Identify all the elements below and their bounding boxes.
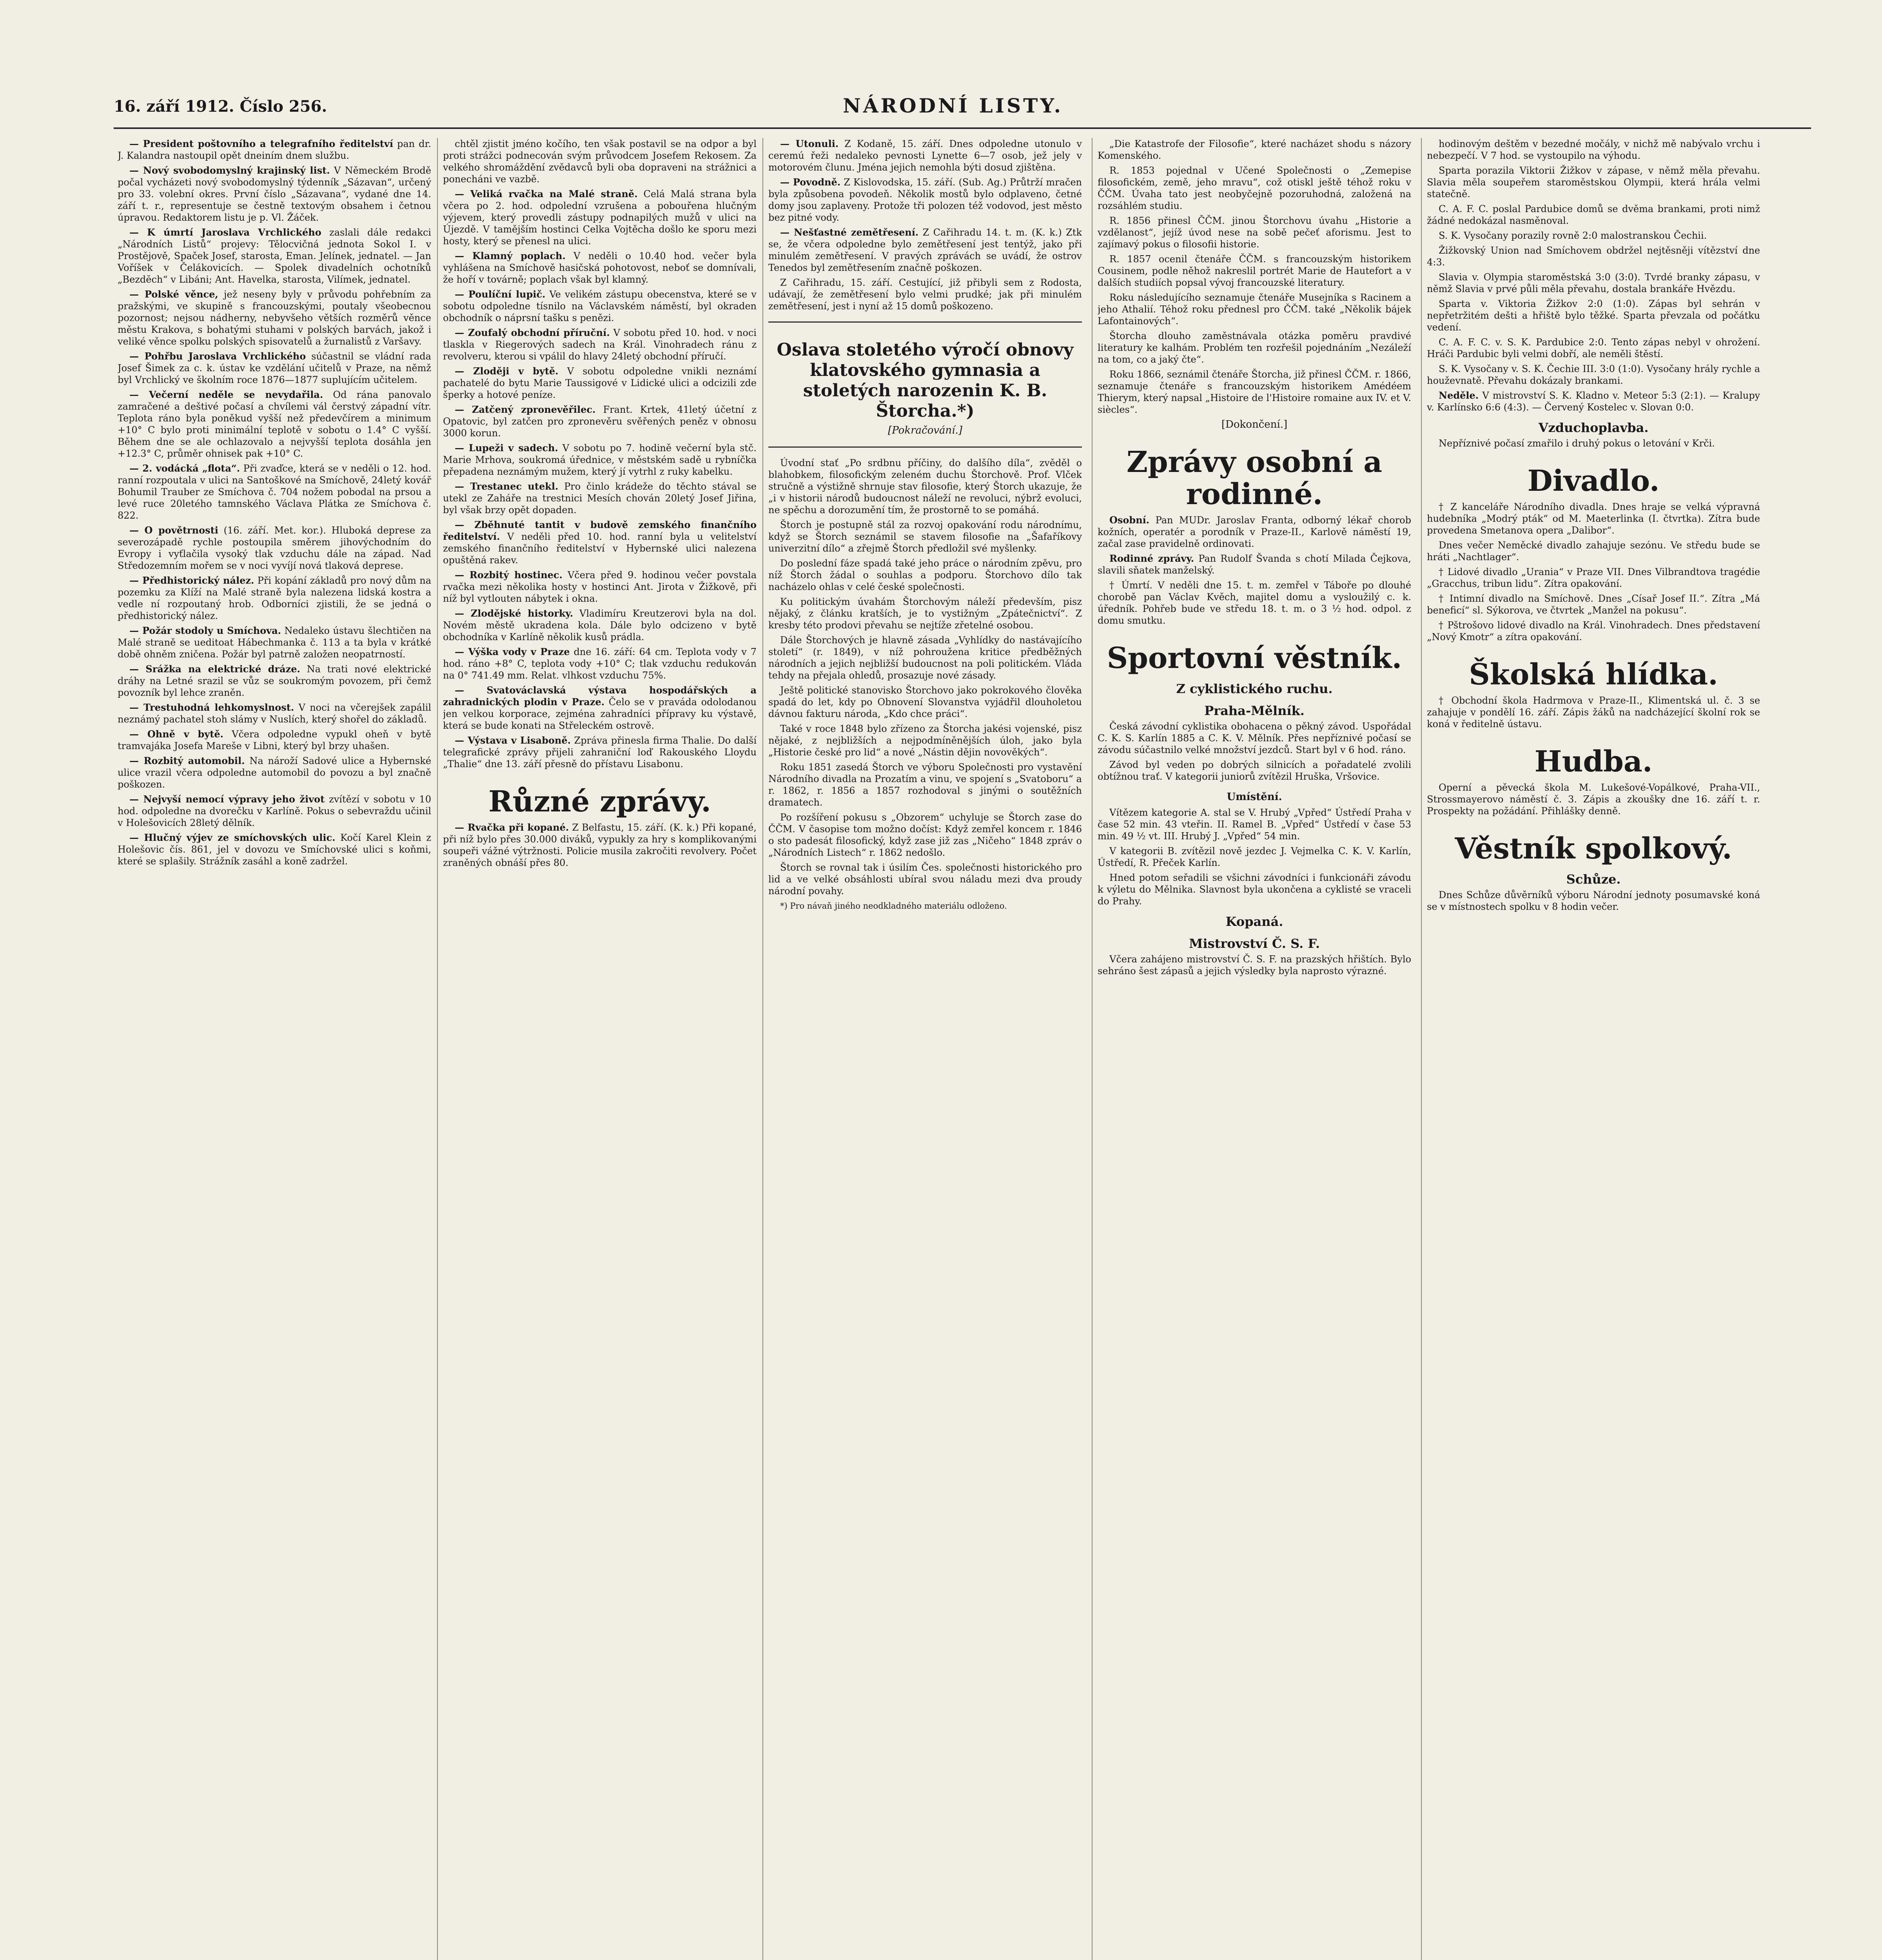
article-title: — Ohně v bytě. xyxy=(129,728,223,740)
article xyxy=(118,575,431,622)
article-text: Kočí Karel Klein z Holešovic čís. 861, jel v dovozu ve Smíchovské ulici s koňmi, které se splašily. Strážník zasáhl a koně zadržel. xyxy=(118,832,431,867)
article-text: V kategorii B. zvítězil nově jezdec J. Vejmelka C. K. V. Karlín, Ústředí, R. Přeček Karlín. xyxy=(1098,846,1411,868)
feature-subtitle: [Pokračování.] xyxy=(888,425,962,436)
article-text: Nepříznivé počasí zmařilo i druhý pokus o letování v Krči. xyxy=(1439,438,1715,449)
subsection-heading: Z cyklistického ruchu. xyxy=(1176,681,1333,696)
article-text: Z Kodaně, 15. září. Dnes odpoledne utonulo v ceremú řeži nedaleko pevnosti Lynette 6—7 osob, jež jely v motorovém člunu. Jména jejich nemohla býti dosud zjištěna. xyxy=(768,138,1082,173)
article-text: Celá Malá strana byla včera po 2. hod. odpolední vzrušena a pobouřena hlučným výjevem, který provedli zástupy podnapilých mužů v ulici na Újezdě. V tamějším hostinci Celka Vojtěcha došlo ke sporu mezi hosty, který se přenesl na ulici. xyxy=(443,189,757,247)
header-rule xyxy=(114,127,1811,129)
article xyxy=(443,365,757,401)
article-text: S. K. Vysočany v. S. K. Čechie III. 3:0 (1:0). Vysočany hrály rychle a houževnatě. Převahu dokázaly brankami. xyxy=(1427,363,1760,386)
column-divider xyxy=(762,138,763,1960)
article xyxy=(768,227,1082,274)
feature-title: Oslava stoletého výročí obnovy klatovského gymnasia a stoletých narozenin K. B. Štorcha.*) xyxy=(777,340,1074,421)
article xyxy=(768,176,1082,223)
article-text: V sobotu odpoledne vnikli neznámí pachatelé do bytu Marie Taussigové v Lidické ulici a odcizili zde šperky a hotové peníze. xyxy=(443,366,757,400)
article-text: Z Cařihradu, 15. září. Cestující, již přibyli sem z Rodosta, udávají, že zemětřesení bylo velmi prudké; jak při minulém zemětřesení, jest i nyní až 15 domů poškozeno. xyxy=(768,277,1082,312)
section-heading: Hudba. xyxy=(1534,745,1653,779)
article-title: — Zběhnuté tantit v budově zemského finančního ředitelství. xyxy=(443,519,757,542)
article-text: Čelo se v praváda odolodanou jen velkou korporace, zejména zahradníci přípravy ku výstavě, která se bude konati na Střeleckém ostrově. xyxy=(443,697,757,731)
section-heading: Školská hlídka. xyxy=(1469,658,1718,691)
article-text: C. A. F. C. poslal Pardubice domů se dvěma brankami, proti nimž žádné nedokázal nasměnoval. xyxy=(1427,203,1760,226)
article xyxy=(1427,390,1760,413)
column-divider xyxy=(1421,138,1422,1960)
article-title: — Zatčený zpronevěřilec. xyxy=(455,404,596,415)
article-text: V mistrovství S. K. Kladno v. Meteor 5:3 (2:1). — Kralupy v. Karlínsko 6:6 (4:3). — Červený Kostelec v. Slovan 0:0. xyxy=(1427,390,1760,413)
article-text: dne 16. září: 64 cm. Teplota vody v 7 hod. ráno +8° C, teplota vody +10° C; tlak vzduchu redukován na 0° 741.49 mm. Relat. vlhkost vzduchu 75%. xyxy=(443,646,757,681)
article xyxy=(443,404,757,439)
article-text: † Úmrtí. V neděli dne 15. t. m. zemřel v Táboře po dlouhé chorobě pan Václav Kvěch, majitel domu a vysloužilý c. k. úředník. Pohřeb bude ve středu 18. t. m. o 3 ½ hod. odpol. z domu smutku. xyxy=(1098,580,1411,626)
article-text: † Pštrošovo lidové divadlo na Král. Vinohradech. Dnes představení „Nový Kmotr“ a zítra opakování. xyxy=(1427,620,1760,642)
article-text: Vladimíru Kreutzerovi byla na dol. Novém městě ukradena kola. Dále bylo odcizeno v bytě obchodníka v Karlíně několik kusů prádla. xyxy=(443,608,757,642)
article-text: Hned potom seřadili se všichni závodníci i funkcionáři závodu k výletu do Mělnika. Slavnost byla ukončena a cyklisté se vraceli do Prahy. xyxy=(1098,872,1411,907)
article-text: Z Kislovodska, 15. září. (Sub. Ag.) Průtrží mračen byla způsobena povodeň. Několik mostů bylo odplaveno, četné domy jsou zaplaveny. Protože tři polozen též vodovod, jest město bez pitné vody. xyxy=(768,177,1082,223)
article-title: — Pohřbu Jaroslava Vrchlického xyxy=(129,350,306,362)
article-text: Štorcha dlouho zaměstnávala otázka poměru pravdivé literatury ke kalhám. Problém ten rozřešil pojednáním „Nezáleží na tom, co a jaký čte“. xyxy=(1098,330,1411,365)
article-title: — Nejvyší nemocí výpravy jeho život xyxy=(129,793,325,805)
article xyxy=(443,250,757,285)
article xyxy=(118,524,431,572)
article-text: Frant. Krtek, 41letý účetní z Opatovic, byl zatčen pro zpronevěru svěřených peněz v obnosu 3000 korun. xyxy=(443,404,757,439)
section-heading: Sportovní věstník. xyxy=(1107,641,1402,675)
article xyxy=(443,684,757,731)
subsection-heading: Schůze. xyxy=(1566,872,1621,887)
footnote: *) Pro návaň jiného neodkladného materiálu odloženo. xyxy=(780,901,1007,911)
article xyxy=(443,569,757,604)
article-text: Při kopání základů pro nový dům na pozemku za Klíží na Malé straně byla nalezena lidská kostra a vedle ní rozpoutaný hrob. Odborníci zjistili, že se jedná o předhistorický nález. xyxy=(118,575,431,621)
article-title: — Nový svobodomyslný krajinský list. xyxy=(129,165,330,176)
article-text: Dále Štorchových je hlavně zásada „Vyhlídky do nastávajícího století“ (r. 1849), v níž pohroužena kritice předběžných národních a jejich nejbližší budoucnost na poli politickém. Vláda tehdy na přejala ohledů, prosazuje nové zásady. xyxy=(768,635,1082,681)
article-text: Sparta porazila Viktorii Žižkov v zápase, v němž měla převahu. Slavia měla soupeřem staroměstskou Olympii, která hrála velmi statečně. xyxy=(1427,165,1760,200)
article-title: Osobní. xyxy=(1109,514,1150,526)
article-text: V neděli o 10.40 hod. večer byla vyhlášena na Smíchově hasičská pohotovost, neboť se domnívali, že hoří v továrně; poplach však byl klamný. xyxy=(443,250,757,285)
column-4 xyxy=(1098,138,1411,1960)
article-text: (16. září. Met. kor.). Hluboká deprese za severozápadě rychle postoupila směrem jihovýchodním do Evropy i vyťlačila vysoký tlak vzduchu dále na západ. Nad Středozemním mořem se v noci vyvíjí nová tlaková deprese. xyxy=(118,525,431,571)
article-title: — Trestanec utekl. xyxy=(455,481,559,492)
article-text: V neděli před 10. hod. ranní byla u velitelství zemského finančního ředitelství v Hybernské ulici nalezena opuštěná rakev. xyxy=(443,531,757,566)
issue-date: 16. září 1912. Číslo 256. xyxy=(114,97,327,116)
article xyxy=(443,735,757,770)
column-5 xyxy=(1427,138,1760,1960)
article-text: Při zvaďce, která se v neděli o 12. hod. ranní rozpoutala v ulici na Santoškové na Smíchově, 24letý kovář Bohumil Trauber ze Smíchova č. 704 nožem pobodal na prsou a levé ruce 20letého tamnského Václava Plátka ze Smíchova č. 822. xyxy=(118,463,431,521)
article-text: Úvodní stať „Po srdbnu příčiny, do dalšího díla“, zvěděl o blahobkem, filosofickým zeleném duchu Štorchově. Prof. Vlček stručně a výstižně shrnuje stav filosofie, který Štorch ukazuje, že „i v historii národů budoucnost náleží ne revoluci, nýbrž evoluci, ne spěchu a dorozumění tím, že prostorně to se pomáhá. xyxy=(768,457,1082,515)
article-text: Z Cařihradu 14. t. m. (K. k.) Ztk se, že včera odpoledne bylo zemětřesení jest tentýž, jako při minulém zemětřesení. V pravých zprávách se uvádí, že ostrov Tenedos byl zemětřesením značně poškozen. xyxy=(768,227,1082,273)
article xyxy=(118,227,431,285)
article-text: Také v roce 1848 bylo zřízeno za Štorcha jakési vojenské, pisz nějaké, z nejbližších a nejpodmíněnějších úloh, jako byla „Historie české pro lid“ a nové „Nástin dějin novověkých“. xyxy=(768,723,1082,758)
article xyxy=(118,728,431,752)
article-title: — Zoufalý obchodní příruční. xyxy=(455,327,610,338)
masthead: NÁRODNÍ LISTY. xyxy=(843,94,1063,117)
article-title: — K úmrtí Jaroslava Vrchlického xyxy=(129,227,321,238)
article-text: Dnes večer Neměcké divadlo zahajuje sezónu. Ve středu bude se hráti „Nachtlager“. xyxy=(1427,540,1760,563)
article-text: „Die Katastrofe der Filosofie“, které nacházet shodu s názory Komenského. xyxy=(1098,138,1411,161)
article-title: — Zloději v bytě. xyxy=(455,365,559,377)
article xyxy=(443,608,757,643)
article-text: Dnes Schůze důvěrníků výboru Národní jednoty posumavské koná se v místnostech spolku v 8 hodin večer. xyxy=(1427,889,1760,912)
article-text: Štorch je postupně stál za rozvoj opakování rodu národnímu, když se Štorch seznámil se stavem filosofie na „Šafaříkovy univerzitní dílo“ a zřejmě Štorch předložil své myšlenky. xyxy=(768,519,1082,554)
article-title: — Hlučný výjev ze smíchovských ulic. xyxy=(129,832,336,843)
article xyxy=(443,519,757,566)
article-text: † Obchodní škola Hadrmova v Praze-II., Klimentská ul. č. 3 se zahajuje v pondělí 16. září. Zápis žáků na nadcházející školní rok se koná v ředitelně ústavu. xyxy=(1427,695,1760,730)
article xyxy=(443,442,757,477)
article xyxy=(443,289,757,324)
article-text: pan dr. J. Kalandra nastoupil opět dneiním dnem službu. xyxy=(118,138,431,161)
article-text: Do poslední fáze spadá také jeho práce o národním zpěvu, pro níž Štorch žádal o souhlas a podporu. Štorchovo dílo tak nacházelo ohlas v celé české společnosti. xyxy=(768,558,1082,592)
article-text: zvítězí v sobotu v 10 hod. odpoledne na dvorečku v Karlíně. Pokus o sebevraždu učinil v Holešovicích 28letý dělník. xyxy=(118,794,431,828)
article-text: R. 1856 přinesl ČČM. jinou Štorchovu úvahu „Historie a vzdělanost“, jejíž úvod nese na sobě pečeť aforismu. Jest to zajímavý pokus o filosofii historie. xyxy=(1098,215,1411,250)
article-text: Pan Rudolf Švanda s chotí Milada Čejkova, slavili sňatek manželský. xyxy=(1098,553,1411,576)
article-text: Pro činlo krádeže do těchto stával se utekl ze Zaháře na trestnici Mesích chován 20letý Josef Jiřina, byl však brzy opět dopaden. xyxy=(443,481,757,515)
article-text: zaslali dále redakci „Národních Listů“ projevy: Tělocvičná jednota Sokol I. v Prostějově, Spaček Josef, starosta, Eman. Jelínek, jednatel. — Jan Voříšek v Čelákovicích. — Spolek divadelních ochotníků „Bezdĕch“ v Libáni; Ant. Havelka, starosta, Vilímek, jednatel. xyxy=(118,227,431,285)
article-title: — Rvačka při kopané. xyxy=(455,822,569,833)
subsection-heading: Umístění. xyxy=(1227,791,1282,803)
article-title: — Výstava v Lisaboně. xyxy=(455,735,571,746)
article-text: Roku 1851 zasedá Štorch ve výboru Společnosti pro vystavění Národního divadla na Prozatím a vinu, ve spojení s „Svatoboru“ a r. 1862, r. 1856 a 1857 rozhodoval s jinými o soutěžních dramatech. xyxy=(768,762,1082,808)
article xyxy=(443,188,757,247)
article-text: Operní a pěvecká škola M. Lukešové-Vopálkové, Praha-VII., Strossmayerovo náměstí č. 3. Zápis a zkoušky dne 16. září t. r. Prospekty na požádání. Přihlášky denně. xyxy=(1427,782,1760,817)
article-text: V sobotu před 10. hod. v noci tlaskla v Riegerových sadech na Král. Vinohradech ránu z revolveru, kterou si vpálil do hlavy 24letý obchodní příručí. xyxy=(443,327,757,362)
column-divider xyxy=(1092,138,1093,1960)
article-text: † Intimní divadlo na Smíchově. Dnes „Císař Josef II.“. Zítra „Má beneficí“ sl. Sýkorova, ve čtvrtek „Manžel na pokusu“. xyxy=(1427,593,1760,616)
article-text: V Německém Brodě počal vycházeti nový svobodomyslný týdenník „Sázavan“, určený pro 33. volební okres. První číslo „Sázavana“, vydané dne 14. září t. r., representuje se čestně textovým obsahem i četnou úpravou. Redaktorem listu je p. Vl. Žáček. xyxy=(118,165,431,223)
article-text: Žižkovský Union nad Smíchovem obdržel nejtěsněji vítězství dne 4:3. xyxy=(1427,245,1760,268)
article-title: Neděle. xyxy=(1439,390,1479,401)
article xyxy=(1098,553,1411,576)
article-text: Roku následujícího seznamuje čtenáře Musejníka s Racinem a jeho Athalií. Téhož roku přednesl pro ČČM. také „Několik bájek Lafontainových“. xyxy=(1098,292,1411,327)
article xyxy=(118,755,431,790)
article xyxy=(118,165,431,223)
article-title: — Polské věnce, xyxy=(129,289,218,300)
article xyxy=(768,138,1082,173)
article xyxy=(118,289,431,347)
subsection-heading: Kopaná. xyxy=(1225,914,1283,929)
article-text: Sparta v. Viktoria Žižkov 2:0 (1:0). Zápas byl sehrán v nepřetržitém dešti a hřiště bylo těžké. Sparta převzala od počátku vedení. xyxy=(1427,298,1760,333)
article-title: — Povodně. xyxy=(780,176,841,188)
article xyxy=(118,389,431,459)
article-text: jež neseny byly v průvodu pohřebním za pražskými, ve skupině s francouzskými, poutaly všeobecnou pozornost; nejsou nádherny, nebyvšeho větších rozměrů věnce městu Krakova, s bohatými stuhami v polských barvách, jakož i veliké věnce spolku polských spisovatelů a žurnalistů z Varšavy. xyxy=(118,289,431,347)
article xyxy=(118,463,431,521)
article-title: — Požár stodoly u Smíchova. xyxy=(129,625,281,636)
article-title: — Utonuli. xyxy=(780,138,839,149)
article-text: Nedaleko ústavu šlechtičen na Malé straně se ueditoat Hábechmanka č. 113 a ta byla v krátké době ohněm zničena. Požár byl patrně založen neopatrností. xyxy=(118,625,431,660)
article xyxy=(118,625,431,660)
article-text: Vítězem kategorie A. stal se V. Hrubý „Vpřed“ Ústředí Praha v čase 52 min. 43 vteřin. II. Ramel B. „Vpřed“ Ústředí v čase 53 min. 49 ½ vt. III. Hrubý J. „Vpřed“ 54 min. xyxy=(1098,807,1411,842)
column-1 xyxy=(118,138,431,1960)
article-text: Závod byl veden po dobrých silnicích a pořadatelé zvolili obtížnou trať. V kategorii juniorů zvítězil Hruška, Vršovice. xyxy=(1098,759,1411,782)
article xyxy=(443,822,757,869)
article-text: Po rozšíření pokusu s „Obzorem“ uchyluje se Štorch zase do ČČM. V časopise tom možno dočíst: Když zemřel koncem r. 1846 o sto padesát filosofický, když zase již zas „Ničeho“ 1848 zpráv o „Národních Listech“ r. 1862 nedošlo. xyxy=(768,812,1082,858)
article-text: V sobotu po 7. hodině večerní byla stč. Marie Mrhova, soukromá úřednice, v městském sadě u rybníčka přepadena neznámým mužem, který jí vytrhl z ruky kabelku. xyxy=(443,443,757,477)
article-text: Zpráva přinesla firma Thalie. Do další telegrafické zprávy přijeli zahraniční loď Rakouského Lloydu „Thalie“ dne 13. září přesně do přístavu Lisabonu. xyxy=(443,735,757,769)
article-text: Včera zahájeno mistrovství Č. S. F. na prazských hřištích. Bylo sehráno šest zápasů a jejich výsledky byla naprosto výrazné. xyxy=(1098,954,1411,976)
article-title: — Rozbitý automobil. xyxy=(129,755,245,766)
article-text: Roku 1866, seznámil čtenáře Štorcha, již přinesl ČČM. r. 1866, seznamuje čtenáře s francouzským historikem Amédéem Thierym, který napsal „Histoire de l'Histoire romaine aux IV. et V. siècles“. xyxy=(1098,369,1411,415)
article-title: — Nešťastné zemětřesení. xyxy=(780,227,919,238)
article-text: Od rána panovalo zamračené a deštivé počasí a chvílemi vál čerstvý západní vítr. Teplota ráno byla poněkud vyšší než předevčírem a minimum +10° C bylo proti minimální teplotě v sobotu o 1.4° C vyšší. Během dne se ale ochlazovalo a nejvyšší teplota dosáhla jen +12.3° C, průměr ohnisek pak +10° C. xyxy=(118,389,431,459)
article-title: — Poulíční lupič. xyxy=(455,289,546,300)
column-3 xyxy=(768,138,1082,1960)
column-2 xyxy=(443,138,757,1960)
article-title: — Trestuhodná lehkomyslnost. xyxy=(129,702,294,713)
column-divider xyxy=(437,138,438,1960)
article xyxy=(443,327,757,362)
article-text: Ku politickým úvahám Štorchovým náleží především, pisz nějaký, z článku kratších, je to vystižným „Zpátečnictví“. Z kresby této prodovi převahu se nejtíže zřetelné osobou. xyxy=(768,596,1082,631)
article xyxy=(443,646,757,681)
article xyxy=(118,832,431,867)
article-text: S. K. Vysočany porazily rovně 2:0 malostranskou Čechii. xyxy=(1439,230,1707,241)
article-text: C. A. F. C. v. S. K. Pardubice 2:0. Tento zápas nebyl v ohrožení. Hráči Pardubic byli velmi dobří, ale neměli štěstí. xyxy=(1427,337,1760,359)
article-text: hodinovým deštěm v bezedné močály, v nichž mě nabývalo vrchu i nebezpečí. V 7 hod. se vystoupilo na výhodu. xyxy=(1427,138,1760,161)
article-title: — Lupeži v sadech. xyxy=(455,442,558,454)
article-title: — President poštovního a telegrafního ředitelství xyxy=(129,138,393,149)
article xyxy=(118,793,431,829)
section-heading: Divadlo. xyxy=(1527,464,1660,498)
feature-article-box xyxy=(768,321,1082,448)
article-title: — Svatováclavská výstava hospodářských a zahradnických plodin v Praze. xyxy=(443,684,757,708)
article-title: — 2. vodácká „flota“. xyxy=(129,463,240,474)
article-title: — Rozbitý hostinec. xyxy=(455,569,563,581)
article-text: Včera odpoledne vypukl oheň v bytě tramvajáka Josefa Mareše v Libni, který byl brzy uhašen. xyxy=(118,729,431,751)
article-text: chtěl zjistit jméno kočího, ten však postavil se na odpor a byl proti strážci podnecován svým průvodcem Josefem Rekosem. Za velkého shromáždění zvědavců byli oba dopraveni na strážnici a ponecháni ve vazbě. xyxy=(443,138,757,185)
article xyxy=(118,702,431,725)
section-heading: Různé zprávy. xyxy=(488,785,711,818)
section-heading: Zprávy osobní a rodinné. xyxy=(1126,445,1383,511)
article-title: — Večerní neděle se nevydařila. xyxy=(129,389,323,400)
article-text: Štorch se rovnal tak i úsilím Čes. společnosti historického pro lid a ve velké obsáhlosti ubíral svou náladu mezi dva proudy národní povahy. xyxy=(768,862,1082,897)
article-text: Česká závodní cyklistika obohacena o pěkný závod. Uspořádal C. K. S. Karlín 1885 a C. K. V. Mělník. Přes nepříznivé počasí se závodu súčastnilo velké množství jezdců. Start byl v 6 hod. ráno. xyxy=(1098,721,1411,755)
subsection-heading: Vzduchoplavba. xyxy=(1538,420,1649,435)
article-text: Ještě politické stanovisko Štorchovo jako pokrokového člověka spadá do let, kdy po Obnovení Slovanstva vyjádřil dlouholetou dávnou fakturu národa, „Kdo chce práci“. xyxy=(768,685,1082,719)
article-text: Na nároží Sadové ulice a Hybernské ulice vrazil včera odpoledne automobil do povozu a byl značně poškozen. xyxy=(118,755,431,790)
article-text: † Lidové divadlo „Urania“ v Praze VII. Dnes Vilbrandtova tragédie „Gracchus, tribun lidu“. Zítra opakování. xyxy=(1427,566,1760,589)
article-text: Ve velikém zástupu obecenstva, které se v sobotu odpoledne tísnilo na Václavském náměstí, byl okraden obchodník o náprsní tašku s penězi. xyxy=(443,289,757,323)
article xyxy=(1098,514,1411,550)
article-title: — Veliká rvačka na Malé straně. xyxy=(455,188,638,200)
article xyxy=(118,138,431,162)
article-text: Z Belfastu, 15. září. (K. k.) Při kopané, při níž bylo přes 30.000 diváků, vypukly za hry s komplikovanými soupeři vážné výtržnosti. Policie musila zakročiti revolvery. Počet zraněných obnáší přes 80. xyxy=(443,822,757,868)
article-text: Pan MUDr. Jaroslav Franta, odborný lékař chorob kožních, operatér a porodník v Praze-II., Karlově náměstí 19, začal zase pravidelně ordinovati. xyxy=(1098,515,1411,549)
article xyxy=(443,481,757,516)
article-text: Včera před 9. hodinou večer povstala rvačka mezi několika hosty v hostinci Ant. Jirota v Žižkově, při níž byl vytlouten nábytek i okna. xyxy=(443,570,757,604)
article-title: — O povětrnosti xyxy=(129,524,218,536)
article-text: Slavia v. Olympia staroměstská 3:0 (3:0). Tvrdé branky zápasu, v němž Slavia v prvé půli měla převahu, dostala brankáře Hvězdu. xyxy=(1427,272,1760,294)
article-text: R. 1857 ocenil čtenáře ČČM. s francouzským historikem Cousinem, podle něhož nakreslil portrét Marie de Hautefort a v dalších studiích popsal vývoj francouzské literatury. xyxy=(1098,254,1411,288)
article-text: súčastnil se vládní rada Josef Šimek za c. k. ústav ke vzdělání učitelů v Praze, na němž byl Vrchlický ve školním roce 1876—1877 suplujícím učitelem. xyxy=(118,351,431,385)
subsection-heading: Mistrovství Č. S. F. xyxy=(1189,936,1320,951)
article xyxy=(118,350,431,386)
section-heading: Věstník spolkový. xyxy=(1455,832,1732,866)
subsection-heading: Praha-Mělník. xyxy=(1204,703,1305,718)
article-text: R. 1853 pojednal v Učené Společnosti o „Zemepise filosofickém, země, jeho mravu“, což otiskl ještě téhož roku v ČČM. Úvaha tato jest neobyčejně pozoruhodná, založená na rozsáhlém studiu. xyxy=(1098,165,1411,211)
article xyxy=(118,663,431,699)
article-title: Rodinné zprávy. xyxy=(1109,553,1194,564)
article-title: — Zlodějské historky. xyxy=(455,608,573,619)
article-title: — Výška vody v Praze xyxy=(455,646,570,657)
article-text: V noci na včerejšek zapálil neznámý pachatel stoh slámy v Nuslích, který shořel do základů. xyxy=(118,702,431,725)
article-text: Na trati nové elektrické dráhy na Letné srazil se vůz se soukromým povozem, při čemž povozník byl lehce zraněn. xyxy=(118,664,431,698)
article-title: — Srážka na elektrické dráze. xyxy=(129,663,300,675)
article-text: † Z kanceláře Národního divadla. Dnes hraje se velká výpravná hudebníka „Modrý pták“ od M. Maeterlinka (I. čtvrtka). Zítra bude provedena Smetanova opera „Dalibor“. xyxy=(1427,501,1760,536)
continuation-mark: [Dokončení.] xyxy=(1221,419,1288,430)
article-title: — Předhistorický nález. xyxy=(129,575,254,586)
article-title: — Klamný poplach. xyxy=(455,250,566,261)
